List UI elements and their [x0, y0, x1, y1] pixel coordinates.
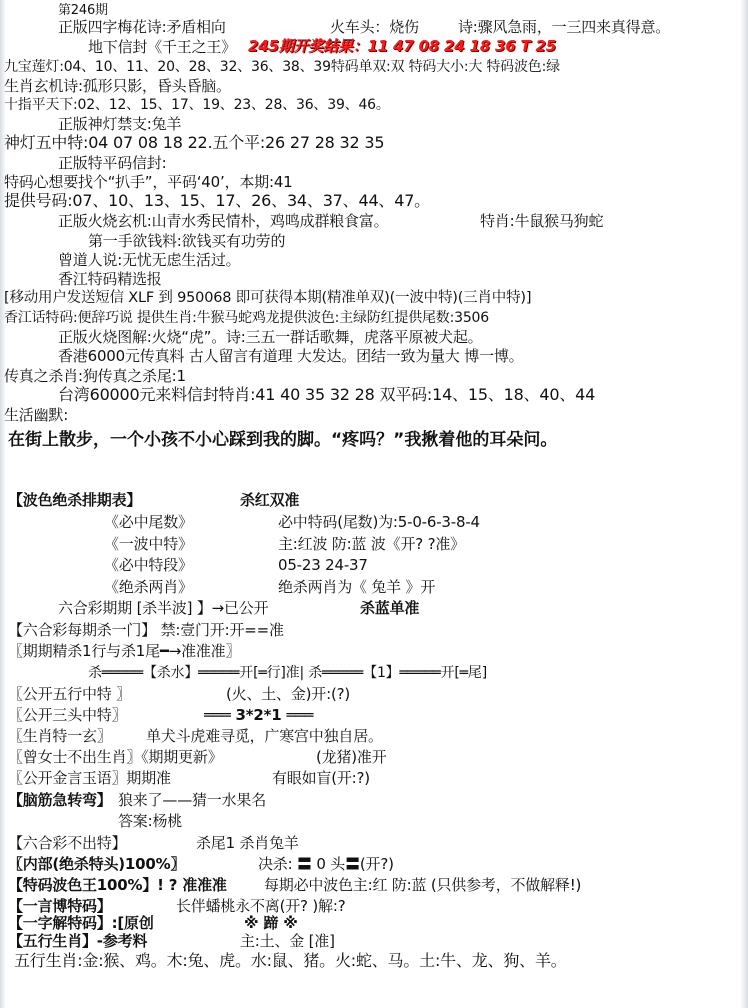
zodiac-mystery-poem: 生肖玄机诗:孤形只影，昏头昏脑。	[4, 77, 231, 95]
kill-blue-label: 杀蓝单准	[360, 599, 420, 617]
poem-line: 诗:骤风急雨，一三四来真得意。	[458, 18, 671, 36]
lamp-forbidden-zodiac: 正版神灯禁支:兔羊	[58, 115, 182, 133]
xiangjiang-header: 香江特码精选报	[58, 270, 162, 288]
brain-teaser-label: 【脑筋急转弯】	[8, 791, 112, 809]
golden-words-label: 〖公开金言玉语〗期期准	[8, 769, 171, 787]
underground-envelope: 地下信封《千王之王》	[88, 38, 237, 56]
half-wave-line: 六合彩期期 [杀半波] 】→已公开	[58, 599, 269, 617]
ten-fingers-numbers: 十指平天下:02、12、15、17、19、23、28、36、39、46。	[4, 97, 390, 113]
five-element-zodiac-value: 主:土、金 [准]	[240, 932, 335, 950]
kill-red-label: 杀红双准	[240, 491, 300, 509]
five-element-label: 〖公开五行中特 〗	[8, 685, 131, 703]
train-head: 火车头：烧伤	[330, 18, 419, 36]
kill-row-tail-line: 杀═════【杀水】═════开[═行]准| 杀═════【1】═════开[═尾]	[88, 665, 487, 681]
right-page-shadow	[740, 0, 748, 1008]
three-head-value: ═══ 3*2*1 ═══	[204, 706, 314, 724]
wave-color-table-title: 【波色绝杀排期表】	[8, 491, 142, 509]
must-segment-label: 《必中特段》	[104, 556, 193, 574]
zeng-dao-saying: 曾道人说:无忧无虑生活过。	[58, 251, 241, 269]
kill-one-door-line: 【六合彩每期杀一门】 禁:壹门开:开==准	[8, 621, 284, 639]
brain-teaser-question: 狼来了——猜一水果名	[118, 791, 267, 809]
one-wave-value: 主:红波 防:蓝 波《开? ?准》	[278, 535, 465, 553]
fire-mystery-poem: 正版火烧玄机:山青水秀民情朴，鸡鸣成群粮食富。	[58, 212, 389, 230]
draw-result-banner: 245期开奖结果：11 47 08 24 18 36 T 25	[248, 37, 557, 55]
nine-treasure-lamp: 九宝莲灯:04、10、11、20、28、32、36、38、39特码单双:双 特码大小:大 特码波色:绿	[4, 59, 560, 75]
provided-numbers: 提供号码:07、10、13、15、17、26、34、37、44、47。	[4, 191, 430, 210]
golden-words-value: 有眼如盲(开:?)	[272, 769, 370, 787]
internal-head-value: 决杀: 〓 0 头〓(开?)	[258, 855, 394, 873]
one-wave-label: 《一波中特》	[104, 535, 193, 553]
not-out-label: 【六合彩不出特】	[8, 834, 127, 852]
must-segment-value: 05-23 24-37	[278, 556, 368, 574]
ms-zeng-label: 〖曾女士不出生肖〗《期期更新》	[8, 748, 223, 766]
sms-promo-line: [移动用户发送短信 XLF 到 950068 即可获得本期(精准单双)(一波中特)(三肖中特)]	[4, 290, 532, 306]
not-out-value: 杀尾1 杀肖兔羊	[196, 834, 299, 852]
internal-head-label: 〖内部(绝杀特头)100%〗	[8, 855, 186, 873]
special-number-riddle: 特码心想要找个“扒手”，平码‘40’，本期:41	[4, 173, 293, 191]
wave-king-value: 每期必中波色主:红 防:蓝 (只供参考，不做解释!)	[264, 876, 582, 894]
lamp-five-special: 神灯五中特:04 07 08 18 22.五个平:26 27 28 32 35	[4, 133, 385, 152]
special-zodiac-list: 特肖:牛鼠猴马狗蛇	[480, 212, 604, 230]
kill-two-zodiac-value: 绝杀两肖为《 兔羊 》开	[278, 578, 436, 596]
must-tail-value: 必中特码(尾数)为:5-0-6-3-8-4	[278, 513, 480, 531]
five-element-value: (火、土、金)开:(?)	[226, 685, 351, 703]
first-hand-tip: 第一手欲钱料:欲钱买有功劳的	[88, 232, 286, 250]
fax-kill-zodiac: 传真之杀肖:狗传真之杀尾:1	[4, 367, 186, 385]
humor-story: 在街上散步，一个小孩不小心踩到我的脚。“疼吗？”我揪着他的耳朵问。	[8, 430, 558, 450]
one-char-label: 【一字解特码】:[原创	[8, 914, 154, 932]
zodiac-mystery-value: 单犬斗虎难寻觅，广寒宫中独自居。	[146, 727, 383, 745]
one-word-label: 【一言博特码】	[8, 897, 112, 915]
brain-teaser-answer: 答案:杨桃	[118, 812, 183, 830]
zodiac-mystery-label: 〖生肖特一玄〗	[8, 727, 112, 745]
kill-two-zodiac-label: 《绝杀两肖》	[104, 578, 193, 596]
five-element-zodiac-table: 五行生肖:金:猴、鸡。木:兔、虎。水:鼠、猪。火:蛇、马。土:牛、龙、狗、羊。	[14, 951, 567, 970]
special-flat-envelope: 正版特平码信封:	[58, 154, 167, 172]
one-word-value: 长伴蟠桃永不离(开? )解:?	[176, 897, 346, 915]
wave-king-label: 【特码波色王100%】! ? 准准准	[8, 876, 227, 894]
life-humor-label: 生活幽默:	[4, 406, 69, 424]
ms-zeng-value: (龙猪)准开	[316, 748, 387, 766]
fire-picture-explain: 正版火烧图解:火烧“虎”。诗:三五一群话歌舞，虎落平原被犬起。	[58, 328, 483, 346]
five-element-zodiac-label: 【五行生肖】-参考料	[8, 932, 148, 950]
one-char-value: ※ 蹄 ※	[244, 914, 298, 932]
taiwan-envelope: 台湾60000元来料信封特肖:41 40 35 32 28 双平码:14、15、18、40、44	[58, 385, 596, 404]
must-tail-label: 《必中尾数》	[104, 513, 193, 531]
xiangjiang-tip-line: 香江话特码:便辞巧说 提供生肖:牛猴马蛇鸡龙提供波色:主绿防红提供尾数:3506	[4, 310, 489, 326]
four-char-plum-poem: 正版四字梅花诗:矛盾相向	[58, 18, 226, 36]
issue-number: 第246期	[58, 3, 108, 18]
kill-row-tail-header: 〖期期精杀1行与杀1尾━→准准准〗	[8, 642, 241, 660]
hongkong-fax-material: 香港6000元传真料 古人留言有道理 大发达。团结一致为量大 博一博。	[58, 347, 524, 365]
three-head-label: 〖公开三头中特〗	[8, 706, 127, 724]
